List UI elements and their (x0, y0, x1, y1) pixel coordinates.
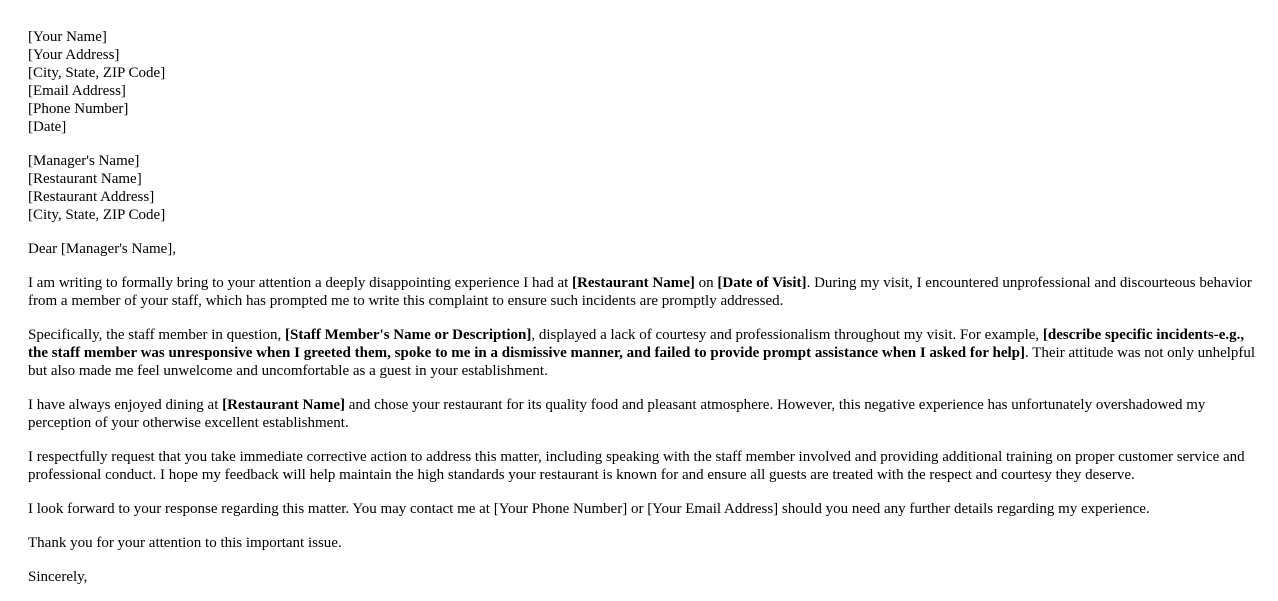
recipient-manager-name: [Manager's Name] (28, 153, 140, 169)
salutation: Dear [Manager's Name], (28, 241, 177, 257)
paragraph-2 (28, 326, 1260, 380)
p1-text-1: I am writing to formally bring to your attention a deeply disappointing experience I had at (28, 275, 573, 291)
paragraph-6: Thank you for your attention to this important issue. (28, 535, 342, 551)
p1-text-2: on (694, 275, 718, 291)
p2-staff-member: [Staff Member's Name or Description] (285, 327, 532, 343)
p1-text-3: . During my visit, I encountered unprofessional and discourteous behavior from a member of your staff, which has prompted me to write this complaint to ensure such incidents are promptly addressed. (28, 275, 1252, 309)
sender-phone: [Phone Number] (28, 101, 129, 117)
p2-text-1: Specifically, the staff member in question, (28, 327, 286, 343)
recipient-block (28, 152, 1260, 224)
sender-email: [Email Address] (28, 83, 126, 99)
p2-incident-description: [describe specific incidents-e.g., the staff member was unresponsive when I greeted them, spoke to me in a dismissive manner, and failed to provide prompt assistance when I asked for help] (28, 327, 1245, 361)
recipient-restaurant-name: [Restaurant Name] (28, 171, 142, 187)
p3-restaurant-name: [Restaurant Name] (222, 397, 345, 413)
sender-city-state-zip: [City, State, ZIP Code] (28, 65, 166, 81)
p2-text-3: . Their attitude was not only unhelpful but also made me feel unwelcome and uncomfortable as a guest in your establishment. (28, 345, 1256, 379)
p2-text-2: , displayed a lack of courtesy and professionalism throughout my visit. For example, (531, 327, 1043, 343)
sender-name: [Your Name] (28, 29, 107, 45)
paragraph-1 (28, 274, 1260, 310)
p1-date-of-visit: [Date of Visit] (717, 275, 807, 291)
recipient-city-state-zip: [City, State, ZIP Code] (28, 207, 166, 223)
p1-restaurant-name: [Restaurant Name] (572, 275, 695, 291)
letter-date: [Date] (28, 119, 67, 135)
sender-block (28, 28, 1260, 136)
recipient-restaurant-address: [Restaurant Address] (28, 189, 155, 205)
paragraph-4: I respectfully request that you take immediate corrective action to address this matter, including speaking with the staff member involved and providing additional training on proper customer service and professional conduct. I hope my feedback will help maintain the high standards your restaurant is known for and ensure all guests are treated with the respect and courtesy they deserve. (28, 449, 1245, 483)
sender-address: [Your Address] (28, 47, 120, 63)
p3-text-1: I have always enjoyed dining at (28, 397, 223, 413)
paragraph-5: I look forward to your response regarding this matter. You may contact me at [Your Phone Number] or [Your Email Address] should you need any further details regarding my experience. (28, 501, 1150, 517)
paragraph-3 (28, 396, 1260, 432)
p3-text-2: and chose your restaurant for its quality food and pleasant atmosphere. However, this negative experience has unfortunately overshadowed my perception of your otherwise excellent establishment. (28, 397, 1206, 431)
closing: Sincerely, (28, 569, 88, 585)
